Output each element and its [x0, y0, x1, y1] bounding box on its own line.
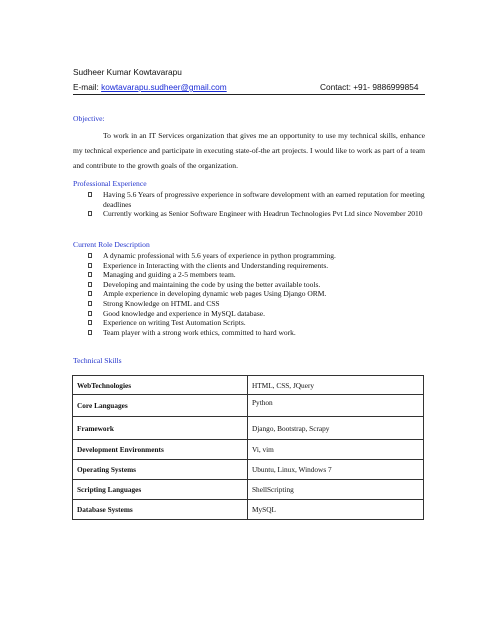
- list-item: Team player with a strong work ethics, committed to hard work.: [88, 328, 433, 338]
- technical-skills-table: [72, 375, 424, 520]
- skill-value: Django, Bootstrap, Scrapy: [248, 417, 424, 440]
- technical-skills-heading: Technical Skills: [73, 356, 122, 365]
- table-row: [73, 395, 424, 417]
- table-row: [73, 417, 424, 440]
- skill-label: Operating Systems: [73, 460, 248, 480]
- bullet-box-icon: [88, 211, 92, 216]
- list-item: Good knowledge and experience in MySQL database.: [88, 309, 433, 319]
- list-item: Currently working as Senior Software Engineer with Headrun Technologies Pvt Ltd since November 2010: [88, 209, 433, 219]
- table-row: [73, 480, 424, 500]
- list-item: Experience in Interacting with the clients and Understanding requirements.: [88, 261, 433, 271]
- list-item: Having 5.6 Years of progressive experience in software development with an earned reputation for meeting deadlines: [88, 190, 433, 209]
- list-item: Strong Knowledge on HTML and CSS: [88, 299, 433, 309]
- skill-label: Scripting Languages: [73, 480, 248, 500]
- header-divider: [73, 94, 425, 95]
- table-row: [73, 376, 424, 395]
- email-link[interactable]: kowtavarapu.sudheer@gmail.com: [101, 82, 227, 92]
- current-role-list: [88, 251, 433, 337]
- table-row: [73, 440, 424, 460]
- bullet-box-icon: [88, 272, 92, 277]
- list-item: Ample experience in developing dynamic web pages Using Django ORM.: [88, 289, 433, 299]
- list-item: A dynamic professional with 5.6 years of experience in python programming.: [88, 251, 433, 261]
- table-row: [73, 500, 424, 520]
- skill-value: Vi, vim: [248, 440, 424, 460]
- skill-value: HTML, CSS, JQuery: [248, 376, 424, 395]
- experience-list: [88, 190, 433, 219]
- list-item: Managing and guiding a 2-5 members team.: [88, 270, 433, 280]
- contact-number: Contact: +91- 9886999854: [320, 82, 419, 92]
- list-item: Developing and maintaining the code by using the better available tools.: [88, 280, 433, 290]
- bullet-box-icon: [88, 282, 92, 287]
- candidate-name: Sudheer Kumar Kowtavarapu: [73, 67, 182, 77]
- objective-text: [73, 128, 425, 174]
- bullet-box-icon: [88, 291, 92, 296]
- bullet-box-icon: [88, 301, 92, 306]
- objective-paragraph: To work in an IT Services organization that gives me an opportunity to use my technical skills, enhance my technical experience and participate in executing state-of-the art projects. I would like to work as part of a team and contribute to the growth goals of the organization.: [73, 131, 425, 171]
- bullet-box-icon: [88, 311, 92, 316]
- email-line: [73, 82, 227, 92]
- skill-label: WebTechnologies: [73, 376, 248, 395]
- skill-label: Core Languages: [73, 395, 248, 417]
- objective-heading: Objective:: [73, 114, 105, 123]
- skill-label: Database Systems: [73, 500, 248, 520]
- skill-label: Development Environments: [73, 440, 248, 460]
- skill-value: Ubuntu, Linux, Windows 7: [248, 460, 424, 480]
- experience-heading: Professional Experience: [73, 179, 147, 188]
- list-item: Experience on writing Test Automation Scripts.: [88, 318, 433, 328]
- current-role-heading: Current Role Description: [73, 240, 150, 249]
- bullet-box-icon: [88, 330, 92, 335]
- bullet-box-icon: [88, 192, 92, 197]
- bullet-box-icon: [88, 253, 92, 258]
- bullet-box-icon: [88, 320, 92, 325]
- skill-value: Python: [248, 395, 424, 417]
- bullet-box-icon: [88, 263, 92, 268]
- skill-value: MySQL: [248, 500, 424, 520]
- table-row: [73, 460, 424, 480]
- skill-value: ShellScripting: [248, 480, 424, 500]
- email-label: E-mail:: [73, 82, 102, 92]
- skill-label: Framework: [73, 417, 248, 440]
